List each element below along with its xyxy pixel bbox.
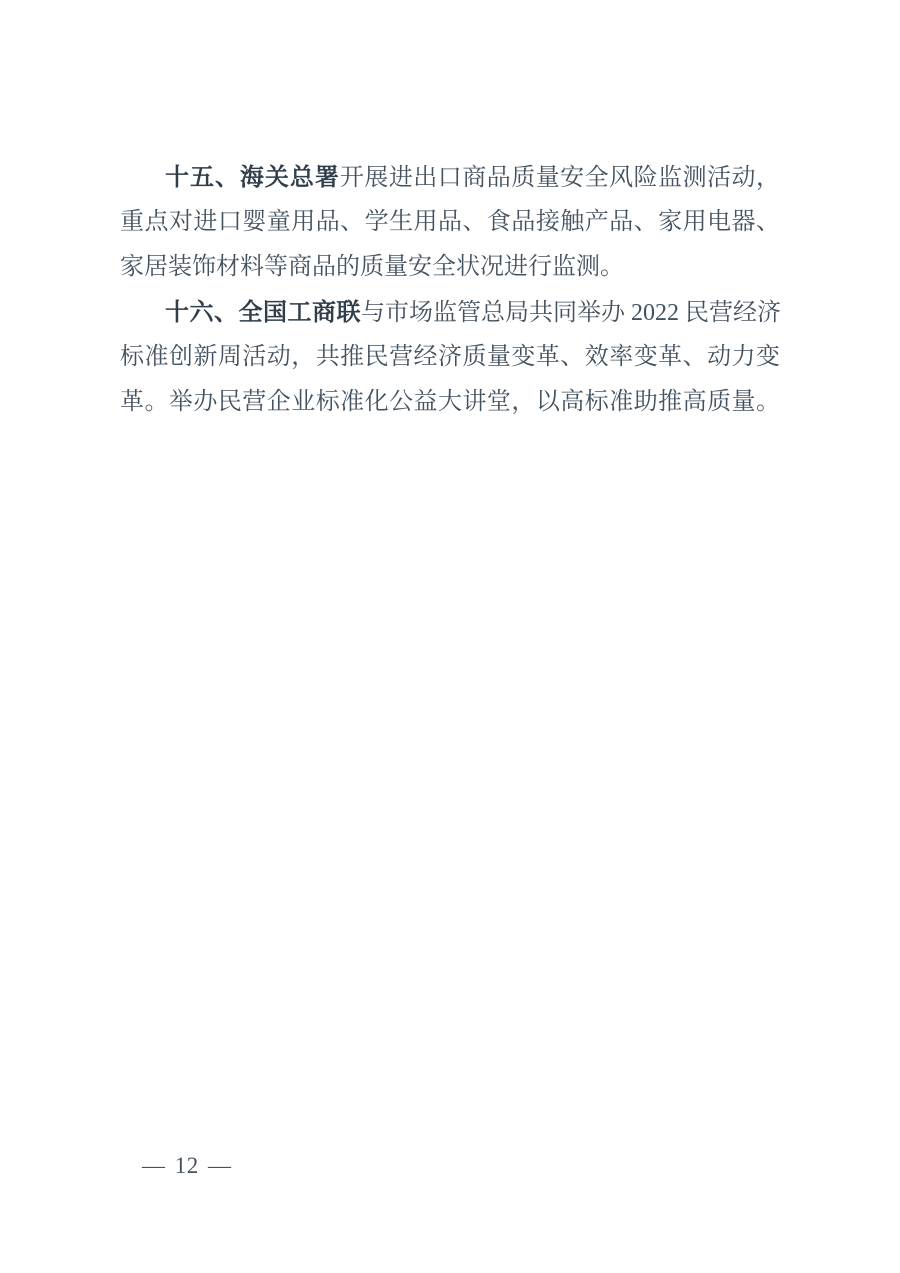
paragraph-lead: 十六、全国工商联 bbox=[165, 299, 361, 326]
paragraph-line bbox=[120, 155, 780, 200]
paragraph-text: 家居装饰材料等商品的质量安全状况进行监测。 bbox=[120, 254, 624, 280]
paragraph-line bbox=[120, 335, 780, 380]
paragraph-lead: 十五、海关总署 bbox=[165, 164, 340, 191]
page-number: — 12 — bbox=[142, 1153, 232, 1178]
paragraph-line bbox=[120, 380, 780, 425]
paragraph-text: 标准创新周活动，共推民营经济质量变革、效率变革、动力变 bbox=[120, 344, 780, 370]
paragraph-line bbox=[120, 290, 780, 335]
paragraph-text: 与市场监管总局共同举办 2022 民营经济 bbox=[361, 300, 781, 326]
paragraph-line bbox=[120, 245, 780, 290]
paragraph-text: 重点对进口婴童用品、学生用品、食品接触产品、家用电器、 bbox=[120, 209, 780, 235]
paragraph-text: 开展进出口商品质量安全风险监测活动， bbox=[339, 165, 781, 191]
paragraph-line bbox=[120, 200, 780, 245]
body-text bbox=[120, 155, 780, 425]
paragraph-text: 革。举办民营企业标准化公益大讲堂，以高标准助推高质量。 bbox=[120, 389, 780, 415]
